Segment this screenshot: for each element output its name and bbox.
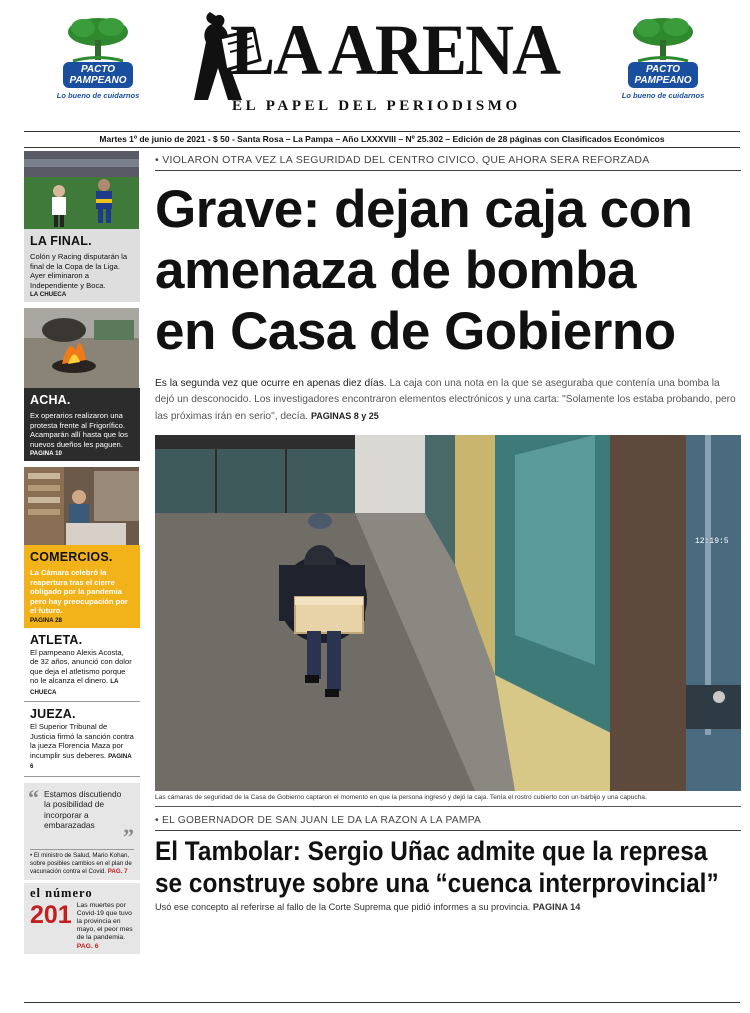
story-text: El Superior Tribunal de Justicia firmó la sanción contra la jueza Florencia Maza por incumplir sus deberes. PAGINA 6 [30,722,134,770]
protest-fire-photo[interactable] [24,308,139,388]
second-headline[interactable]: El Tambolar: Sergio Uñac admite que la represa se construye sobre una “cuenca interprovincial” [155,836,719,898]
dateline: Martes 1º de junio de 2021 - $ 50 - Santa Rosa – La Pampa – Año LXXXVIII – Nº 25.302 – Edición de 28 páginas con Clasificados Económicos [24,131,740,148]
story-acha[interactable] [24,388,140,461]
numero-label: el número [30,885,93,900]
story-text: Colón y Racing disputarán la final de la Copa de la Liga. Ayer eliminaron a Independiente y Boca. [30,252,128,290]
tree-icon [63,14,133,64]
story-heading: ATLETA. [30,632,83,647]
story-page-ref: PAGINA 28 [30,616,62,624]
story-la-final[interactable] [24,229,140,302]
numero-text: Las muertes por Covid-19 que tuvo la provincia en mayo, el peor mes de la pandemia. PAG. 6 [76,901,133,950]
pacto-pampeano-logo-right [613,14,713,100]
numero-box[interactable] [24,883,140,954]
shop-photo[interactable] [24,467,139,545]
second-kicker: • EL GOBERNADOR DE SAN JUAN LE DA LA RAZON A LA PAMPA [155,807,741,831]
close-quote-icon: ” [123,823,134,849]
camera-timestamp: 12:19:5 [695,537,729,546]
main-kicker: • VIOLARON OTRA VEZ LA SEGURIDAD DEL CENTRO CIVICO, QUE AHORA SERA REFORZADA [155,151,741,171]
story-page-ref: PAGINA 10 [30,450,62,457]
pacto-pampeano-logo-left [48,14,148,100]
open-quote-icon: “ [28,784,39,810]
story-heading: LA FINAL. [30,234,92,248]
story-text: El pampeano Alexis Acosta, de 32 años, anunció con dolor que deja el atletismo porque no le alcanza el dinero. LA CHUECA [30,647,132,696]
tree-icon [628,14,698,64]
story-atleta[interactable] [24,628,140,703]
soccer-photo[interactable] [24,151,139,229]
quote-text: Estamos discutiendo la posibilidad de incorporar a embarazadas [44,788,122,830]
main-story [155,151,741,912]
pacto-badge: PACTO PAMPEANO [628,62,697,88]
story-heading: JUEZA. [30,707,76,721]
pacto-slogan: Lo bueno de cuidarnos [56,91,140,100]
story-text: Ex operarios realizaron una protesta frente al Frigorífico. Acamparán allí hasta que los nuevos dueños les paguen. [30,411,128,449]
story-heading: ACHA. [30,393,71,407]
story-heading: COMERCIOS. [30,550,113,564]
bottom-rule [24,1002,740,1003]
main-lead: Es la segunda vez que ocurre en apenas diez días. La caja con una nota en la que se aseguraba que contenía una bomba la dejó un desconocido. Los investigadores encontraron elementos electrónicos y una carta: "Solamente los estaba probando, pero las próximas irán en serio", decía. PAGINAS 8 y 25 [155,378,736,422]
photo-caption: Las cámaras de seguridad de la Casa de Gobierno captaron el momento en que la persona ingresó y dejó la caja. Tenía el rostro cubierto con un barbijo y una capucha. [155,791,741,807]
story-jueza[interactable] [24,702,140,777]
quote-source: • El ministro de Salud, Mario Kohan, sobre posibles cambios en el plan de vacunación contra el Covid. PAG. 7 [30,849,134,876]
newspaper-logo [180,6,590,118]
pacto-slogan: Lo bueno de cuidarnos [621,91,705,100]
second-lead: Usó ese concepto al referirse al fallo de la Corte Suprema que pidió informes a su provincia. PAGINA 14 [155,902,581,912]
quote-box[interactable] [24,783,140,880]
sidebar [24,151,140,954]
logo-title: LA ARENA [230,10,560,90]
masthead [0,0,750,132]
main-headline[interactable]: Grave: dejan caja con amenaza de bomba en Casa de Gobierno [155,180,693,361]
pacto-badge: PACTO PAMPEANO [63,62,132,88]
story-text: La Cámara celebró la reapertura tras el cierre obligado por la pandemia pero hay preocupación por el futuro. [30,568,128,615]
story-page-ref: LA CHUECA [30,291,67,298]
security-camera-photo[interactable] [155,435,741,791]
logo-subtitle: EL PAPEL DEL PERIODISMO [232,98,521,114]
numero-value: 201 [30,900,72,929]
story-comercios[interactable] [24,545,140,628]
